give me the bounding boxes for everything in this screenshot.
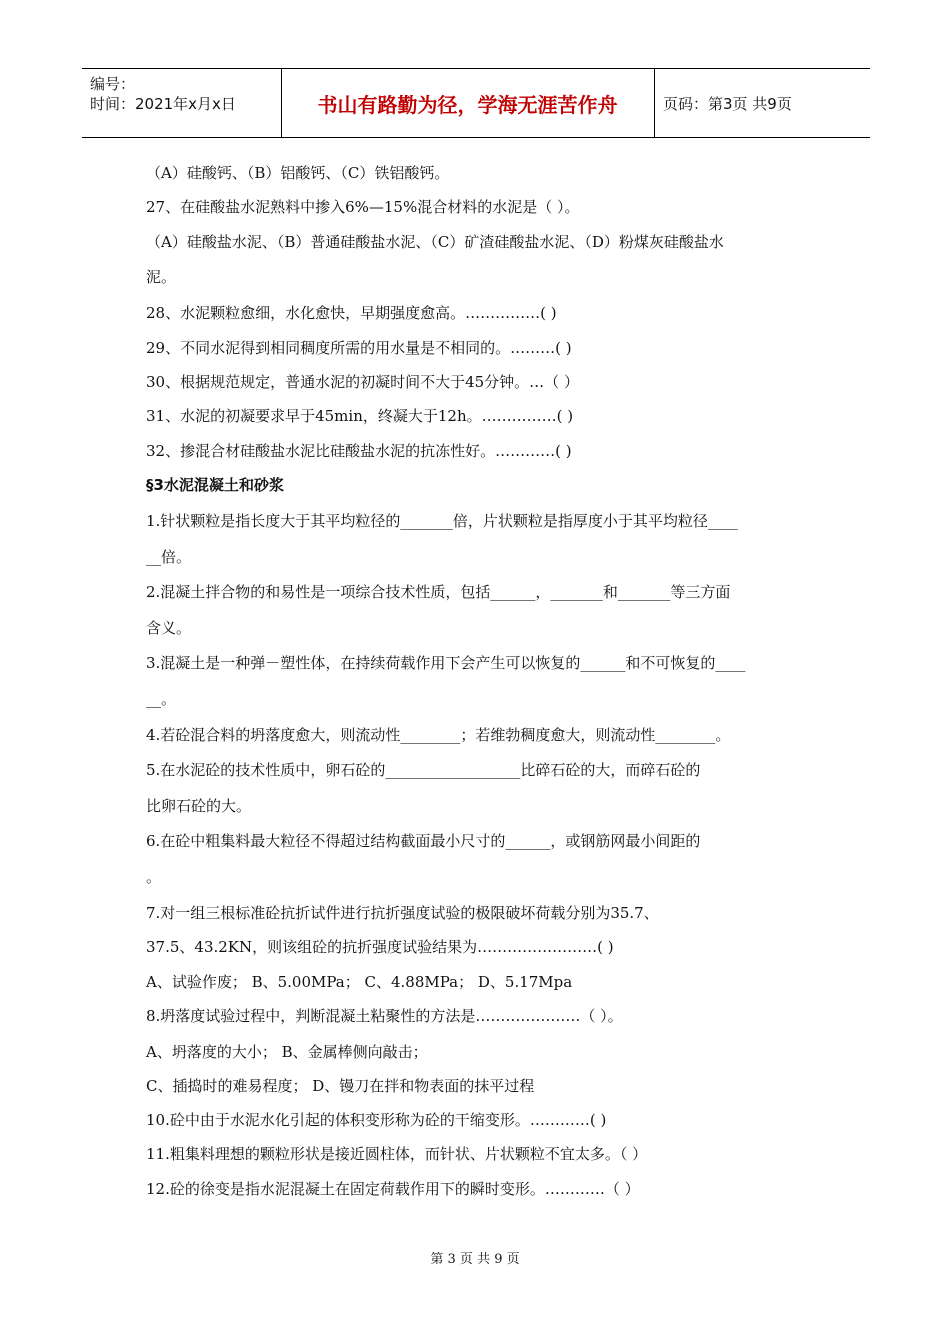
options-s3-7: A、试验作废； B、5.00MPa； C、4.88MPa； D、5.17Mpa (146, 973, 573, 991)
question-s3-1-cont: __倍。 (146, 548, 192, 566)
time-label: 时间：2021年x月x日 (90, 95, 236, 113)
question-s3-7: 7.对一组三根标准砼抗折试件进行抗折强度试验的极限破坏荷载分别为35.7、 (146, 904, 659, 922)
question-31: 31、水泥的初凝要求早于45min，终凝大于12h。……………( ) (146, 407, 574, 425)
header-left-cell (82, 69, 282, 137)
page-footer: 第 3 页 共 9 页 (430, 1252, 520, 1267)
question-s3-12: 12.砼的徐变是指水泥混凝土在固定荷载作用下的瞬时变形。…………（ ） (146, 1180, 640, 1198)
document-header (82, 68, 870, 138)
header-page-cell (655, 69, 870, 137)
question-28: 28、水泥颗粒愈细，水化愈快，早期强度愈高。……………( ) (146, 304, 557, 322)
question-s3-2-cont: 含义。 (146, 619, 192, 637)
question-s3-4: 4.若砼混合料的坍落度愈大，则流动性________；若维勃稠度愈大，则流动性________。 (146, 726, 731, 744)
options-27-cont: 泥。 (146, 268, 177, 286)
question-30: 30、根据规范规定，普通水泥的初凝时间不大于45分钟。…（ ） (146, 373, 579, 391)
question-s3-6: 6.在砼中粗集料最大粒径不得超过结构截面最小尺寸的______，或钢筋网最小间距的 (146, 832, 701, 850)
number-label: 编号： (90, 75, 136, 93)
question-32: 32、掺混合材硅酸盐水泥比硅酸盐水泥的抗冻性好。…………( ) (146, 442, 572, 460)
question-s3-1: 1.针状颗粒是指长度大于其平均粒径的_______倍，片状颗粒是指厚度小于其平均粒径____ (146, 512, 738, 530)
options-s3-8-ab: A、坍落度的大小； B、金属棒侧向敲击； (146, 1043, 428, 1061)
question-s3-8: 8.坍落度试验过程中，判断混凝土粘聚性的方法是…………………（ ）。 (146, 1007, 623, 1025)
question-s3-6-cont: 。 (146, 868, 162, 886)
header-motto-cell (281, 69, 655, 137)
option-line-26: （A）硅酸钙、（B）铝酸钙、（C）铁铝酸钙。 (146, 164, 450, 182)
question-29: 29、不同水泥得到相同稠度所需的用水量是不相同的。………( ) (146, 339, 572, 357)
page-code: 页码：第3页 共9页 (663, 94, 792, 113)
question-27: 27、在硅酸盐水泥熟料中掺入6%—15%混合材料的水泥是（ ）。 (146, 198, 580, 216)
question-s3-10: 10.砼中由于水泥水化引起的体积变形称为砼的干缩变形。…………( ) (146, 1111, 607, 1129)
question-s3-2: 2.混凝土拌合物的和易性是一项综合技术性质，包括______，_______和_______等三方面 (146, 583, 731, 601)
question-s3-3-cont: __。 (146, 690, 177, 708)
question-s3-3: 3.混凝土是一种弹－塑性体，在持续荷载作用下会产生可以恢复的______和不可恢复的____ (146, 654, 746, 672)
options-s3-8-cd: C、插捣时的难易程度； D、镘刀在拌和物表面的抹平过程 (146, 1077, 535, 1095)
question-s3-11: 11.粗集料理想的颗粒形状是接近圆柱体，而针状、片状颗粒不宜太多。（ ） (146, 1145, 648, 1163)
question-s3-7-cont: 37.5、43.2KN，则该组砼的抗折强度试验结果为……………………( ) (146, 938, 614, 956)
question-s3-5-cont: 比卵石砼的大。 (146, 797, 252, 815)
section-heading: §3水泥混凝土和砂浆 (146, 476, 284, 494)
motto-text: 书山有路勤为径，学海无涯苦作舟 (317, 92, 618, 117)
options-27: （A）硅酸盐水泥、（B）普通硅酸盐水泥、（C）矿渣硅酸盐水泥、（D）粉煤灰硅酸盐水 (146, 233, 724, 251)
question-s3-5: 5.在水泥砼的技术性质中，卵石砼的__________________比碎石砼的大，而碎石砼的 (146, 761, 701, 779)
